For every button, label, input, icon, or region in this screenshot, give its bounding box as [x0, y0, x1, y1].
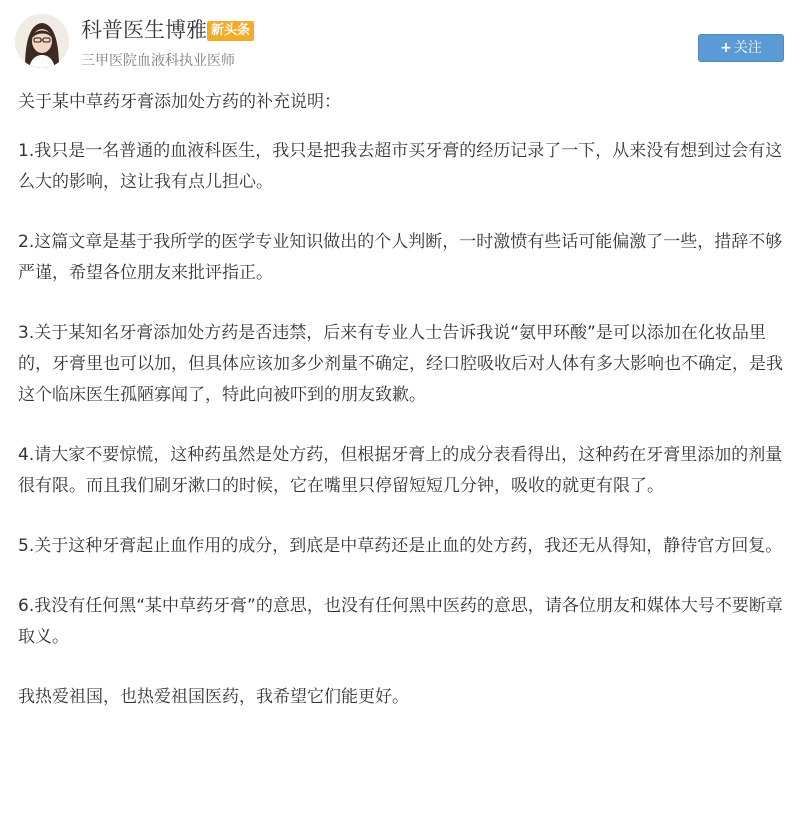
post-intro: 关于某中草药牙膏添加处方药的补充说明：: [18, 92, 341, 112]
follow-button[interactable]: [698, 34, 784, 62]
post-paragraph-3: 3.关于某知名牙膏添加处方药是否违禁，后来有专业人士告诉我说“氨甲环酸”是可以添加在化妆品里的，牙膏里也可以加，但具体应该加多少剂量不确定，经口腔吸收后对人体有多大影响也不确定，是我这个临床医生孤陋寡闻了，特此向被吓到的朋友致歉。: [18, 323, 783, 405]
post-paragraph-6: 6.我没有任何黑“某中草药牙膏”的意思，也没有任何黑中医药的意思，请各位朋友和媒体大号不要断章取义。: [18, 596, 783, 647]
plus-icon: +: [720, 40, 732, 56]
author-name[interactable]: 科普医生博雅: [81, 18, 207, 42]
post-paragraph-2: 2.这篇文章是基于我所学的医学专业知识做出的个人判断，一时激愤有些话可能偏激了一些，措辞不够严谨，希望各位朋友来批评指正。: [18, 232, 783, 283]
post-body: [18, 87, 788, 742]
author-badge: 新头条: [207, 21, 254, 41]
avatar-image: [15, 14, 69, 68]
post-paragraph-1: 1.我只是一名普通的血液科医生，我只是把我去超市买牙膏的经历记录了一下，从来没有想到过会有这么大的影响，这让我有点儿担心。: [18, 141, 783, 192]
avatar[interactable]: [15, 14, 69, 68]
post-paragraph-5: 5.关于这种牙膏起止血作用的成分，到底是中草药还是止血的处方药，我还无从得知，静待官方回复。: [18, 536, 783, 556]
post-header: [0, 0, 800, 82]
author-title: 三甲医院血液科执业医师: [81, 53, 235, 69]
follow-label: 关注: [733, 40, 762, 56]
post-paragraph-4: 4.请大家不要惊慌，这种药虽然是处方药，但根据牙膏上的成分表看得出，这种药在牙膏里添加的剂量很有限。而且我们刷牙漱口的时候，它在嘴里只停留短短几分钟，吸收的就更有限了。: [18, 445, 783, 496]
post-paragraph-closing: 我热爱祖国，也热爱祖国医药，我希望它们能更好。: [18, 687, 409, 707]
